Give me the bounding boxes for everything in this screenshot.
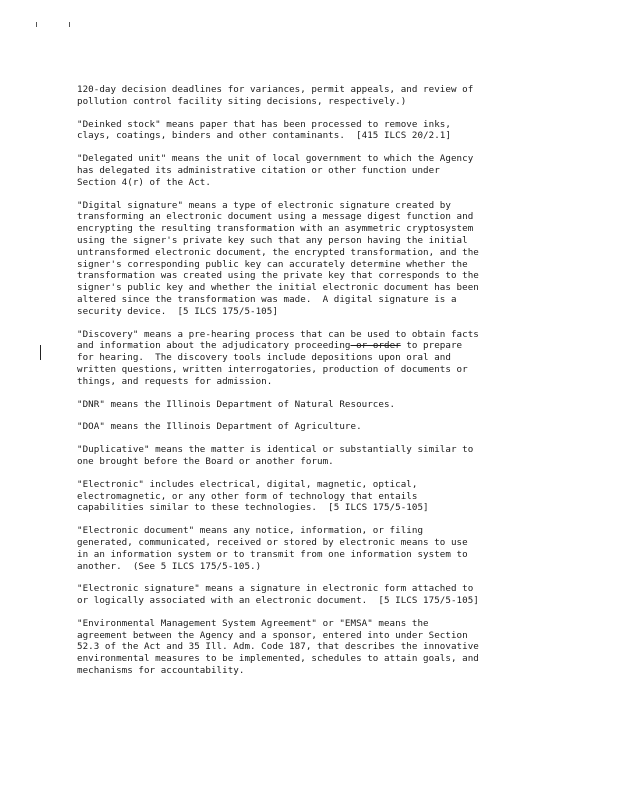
- document-body: [77, 84, 547, 688]
- text-line: transformation was created using the private key that corresponds to the: [77, 270, 479, 282]
- text-line: mechanisms for accountability.: [77, 665, 245, 677]
- text-line: altered since the transformation was made. A digital signature is a: [77, 293, 457, 305]
- definition-dnr: [77, 399, 547, 411]
- text-line: pollution control facility siting decisions, respectively.): [77, 95, 407, 107]
- text-line: for hearing. The discovery tools include depositions upon oral and: [77, 352, 451, 364]
- text-line: security device. [5 ILCS 175/5-105]: [77, 305, 278, 317]
- definition-digital-signature: [77, 200, 547, 318]
- text-line: Section 4(r) of the Act.: [77, 176, 211, 188]
- struck-text: or order: [350, 340, 401, 352]
- text-line: clays, coatings, binders and other contaminants. [415 ILCS 20/2.1]: [77, 130, 451, 142]
- text-line: "Environmental Management System Agreement" or "EMSA" means the: [77, 617, 429, 629]
- definition-deinked-stock: [77, 119, 547, 143]
- definition-electronic-document: [77, 525, 547, 572]
- text-line: untransformed electronic document, the encrypted transformation, and the: [77, 246, 479, 258]
- text-line: or logically associated with an electronic document. [5 ILCS 175/5-105]: [77, 595, 479, 607]
- text-line: "DNR" means the Illinois Department of Natural Resources.: [77, 398, 396, 410]
- text-line: signer's corresponding public key can accurately determine whether the: [77, 258, 468, 270]
- definition-electronic-signature: [77, 583, 547, 607]
- text-line: to prepare: [400, 340, 463, 352]
- text-line: "Delegated unit" means the unit of local government to which the Agency: [77, 153, 474, 165]
- text-line: 120-day decision deadlines for variances, permit appeals, and review of: [77, 84, 474, 95]
- text-line: signer's public key and whether the initial electronic document has been: [77, 282, 479, 294]
- text-line: "Digital signature" means a type of electronic signature created by: [77, 199, 451, 211]
- text-line: 52.3 of the Act and 35 Ill. Adm. Code 187, that describes the innovative: [77, 641, 479, 653]
- text-line: electromagnetic, or any other form of technology that entails: [77, 490, 418, 502]
- text-line: "Electronic signature" means a signature in electronic form attached to: [77, 583, 474, 595]
- revision-change-bar: [40, 345, 41, 360]
- text-line: "Discovery" means a pre-hearing process that can be used to obtain facts: [77, 328, 479, 340]
- text-line: using the signer's private key such that any person having the initial: [77, 234, 468, 246]
- definition-emsa: [77, 618, 547, 677]
- text-line: generated, communicated, received or stored by electronic means to use: [77, 536, 468, 548]
- definition-duplicative: [77, 444, 547, 468]
- text-line: encrypting the resulting transformation with an asymmetric cryptosystem: [77, 223, 474, 235]
- text-line: in an information system or to transmit from one information system to: [77, 548, 468, 560]
- text-line: and information about the adjudicatory proceeding: [77, 340, 351, 352]
- paragraph-continuation: [77, 84, 547, 108]
- text-line: transforming an electronic document using a message digest function and: [77, 211, 474, 223]
- text-line: has delegated its administrative citation or other function under: [77, 164, 440, 176]
- text-line: "Duplicative" means the matter is identical or substantially similar to: [77, 444, 474, 456]
- text-line: another. (See 5 ILCS 175/5-105.): [77, 560, 262, 572]
- scan-corner-mark: [36, 22, 76, 30]
- text-line: capabilities similar to these technologies. [5 ILCS 175/5-105]: [77, 502, 429, 514]
- text-line: things, and requests for admission.: [77, 375, 273, 387]
- text-line: environmental measures to be implemented, schedules to attain goals, and: [77, 653, 479, 665]
- definition-delegated-unit: [77, 153, 547, 188]
- definition-doa: [77, 421, 547, 433]
- text-line: "DOA" means the Illinois Department of Agriculture.: [77, 421, 362, 433]
- text-line: "Electronic" includes electrical, digital, magnetic, optical,: [77, 478, 418, 490]
- text-line: "Electronic document" means any notice, information, or filing: [77, 525, 424, 537]
- text-line: agreement between the Agency and a sponsor, entered into under Section: [77, 629, 468, 641]
- text-line: "Deinked stock" means paper that has been processed to remove inks,: [77, 118, 451, 130]
- text-line: one brought before the Board or another forum.: [77, 455, 334, 467]
- text-line: written questions, written interrogatories, production of documents or: [77, 363, 468, 375]
- definition-electronic: [77, 479, 547, 514]
- definition-discovery: [77, 329, 547, 388]
